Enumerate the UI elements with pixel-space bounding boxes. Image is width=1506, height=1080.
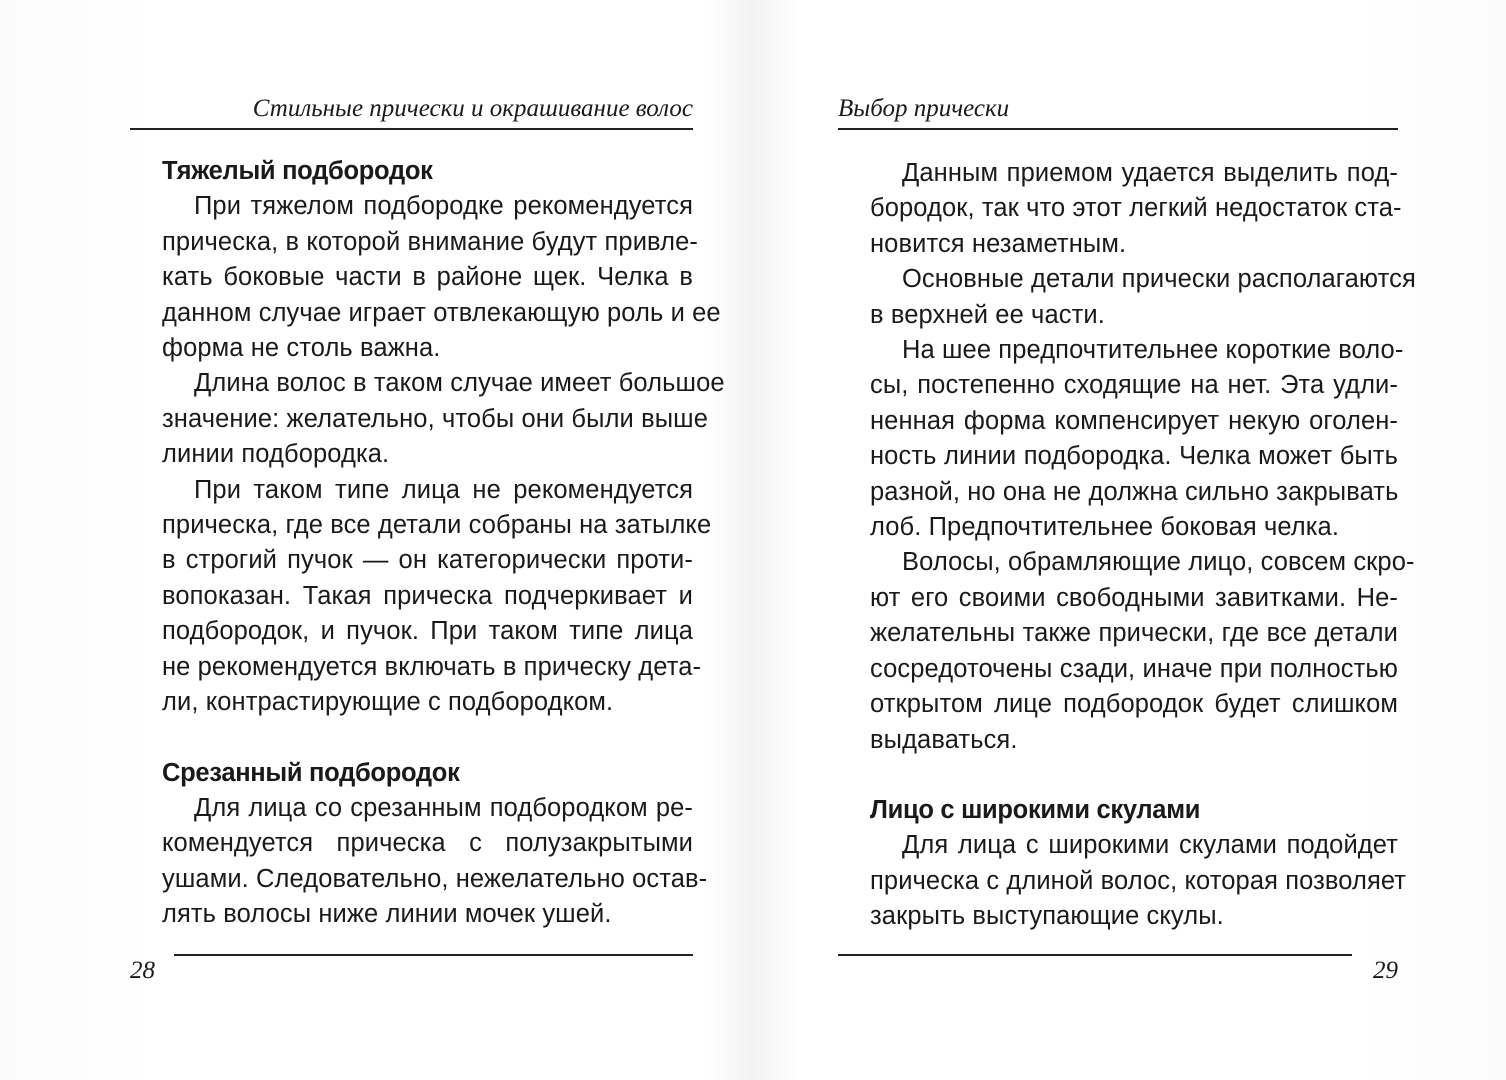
paragraph bbox=[838, 828, 1407, 934]
section-heading: Лицо с широкими скулами bbox=[870, 795, 1201, 824]
text-line: Волосы, обрамляющие лицо, совсем скро- bbox=[902, 548, 1415, 577]
text-line: Данным приемом удается выделить под- bbox=[902, 159, 1398, 187]
text-line: в верхней ее части. bbox=[870, 300, 1105, 329]
text-line: подбородок, и пучок. При таком типе лица bbox=[162, 617, 693, 646]
right-page-footer bbox=[838, 944, 1398, 984]
text-line: Для лица со срезанным подбородком ре- bbox=[194, 793, 693, 822]
text-line: ненная форма компенсирует некую оголен- bbox=[870, 406, 1398, 435]
text-line: Основные детали прически располагаются bbox=[902, 265, 1416, 294]
text-line: прическа, в которой внимание будут привле- bbox=[162, 227, 698, 256]
right-page bbox=[838, 0, 1416, 1080]
text-line: лоб. Предпочтительнее боковая челка. bbox=[870, 513, 1340, 542]
text-line: открытом лице подбородок будет слишком bbox=[870, 690, 1398, 719]
text-line: Длина волос в таком случае имеет большое bbox=[194, 369, 725, 398]
paragraph bbox=[838, 262, 1416, 333]
text-line: данном случае играет отвлекающую роль и ее bbox=[162, 298, 721, 327]
text-line: При таком типе лица не рекомендуется bbox=[194, 475, 693, 504]
text-line: не рекомендуется включать в прическу дета- bbox=[162, 652, 702, 681]
text-line: ность линии подбородка. Челка может быть bbox=[870, 442, 1398, 471]
right-running-head: Выбор прически bbox=[838, 92, 1398, 130]
text-line: сосредоточены сзади, иначе при полностью bbox=[870, 654, 1398, 683]
text-line: линии подбородка. bbox=[162, 440, 390, 469]
text-line: Для лица с широкими скулами подойдет bbox=[902, 831, 1398, 860]
section-heading: Тяжелый подбородок bbox=[162, 157, 433, 185]
footer-rule bbox=[838, 954, 1352, 956]
text-line: бородок, так что этот легкий недостаток ста- bbox=[870, 194, 1402, 223]
text-line: ушами. Следовательно, нежелательно остав- bbox=[162, 864, 708, 893]
paragraph bbox=[130, 473, 712, 721]
text-line: ют его своими свободными завитками. Не- bbox=[870, 583, 1398, 612]
text-line: При тяжелом подбородке рекомендуется bbox=[194, 192, 693, 221]
paragraph bbox=[130, 189, 721, 366]
page-number: 29 bbox=[1373, 957, 1398, 984]
left-page bbox=[130, 0, 725, 1080]
text-line: выдаваться. bbox=[870, 725, 1018, 754]
text-line: ли, контрастирующие с подбородком. bbox=[162, 688, 614, 717]
left-running-head: Стильные прически и окрашивание волос bbox=[130, 92, 693, 130]
text-line: кать боковые части в районе щек. Челка в bbox=[162, 263, 693, 292]
text-line: лять волосы ниже линии мочек ушей. bbox=[162, 900, 612, 929]
right-page-body bbox=[838, 156, 1416, 935]
paragraph bbox=[130, 791, 708, 933]
text-line: значение: желательно, чтобы они были выше bbox=[162, 404, 708, 433]
text-line: прическа, где все детали собраны на затылке bbox=[162, 511, 712, 540]
text-line: закрыть выступающие скулы. bbox=[870, 902, 1224, 931]
text-line: комендуется прическа с полузакрытыми bbox=[162, 829, 693, 858]
page-number: 28 bbox=[130, 957, 155, 984]
text-line: желательны также прически, где все детали bbox=[870, 619, 1398, 648]
text-line: в строгий пучок — он категорически проти- bbox=[162, 546, 693, 575]
section-heading: Срезанный подбородок bbox=[162, 758, 460, 787]
paragraph bbox=[838, 545, 1415, 757]
text-line: На шее предпочтительнее короткие воло- bbox=[902, 336, 1404, 365]
footer-rule bbox=[174, 954, 693, 956]
text-line: разной, но она не должна сильно закрывать bbox=[870, 477, 1399, 506]
paragraph bbox=[838, 156, 1402, 262]
text-line: форма не столь важна. bbox=[162, 334, 441, 363]
text-line: сы, постепенно сходящие на нет. Эта удли- bbox=[870, 371, 1398, 400]
text-line: вопоказан. Такая прическа подчеркивает и bbox=[162, 581, 693, 610]
left-page-footer bbox=[130, 944, 693, 984]
text-line: новится незаметным. bbox=[870, 229, 1127, 258]
paragraph bbox=[130, 366, 725, 472]
text-line: прическа с длиной волос, которая позволяет bbox=[870, 866, 1407, 895]
left-page-body bbox=[130, 154, 725, 933]
paragraph bbox=[838, 333, 1404, 545]
